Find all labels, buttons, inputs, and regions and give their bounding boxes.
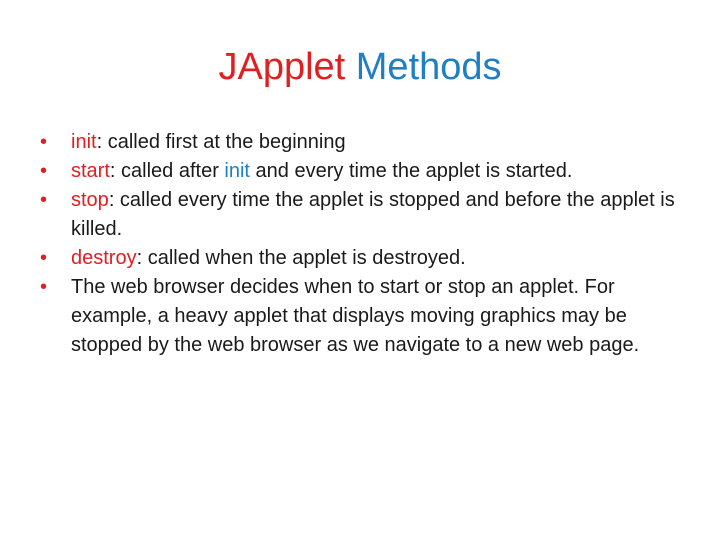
slide-title xyxy=(0,44,720,90)
method-keyword: start xyxy=(71,160,110,182)
bullet-dot-icon: • xyxy=(40,189,48,211)
title-word-methods: Methods xyxy=(355,46,502,88)
bullet-item xyxy=(40,157,690,186)
bullet-dot-icon: • xyxy=(40,276,48,298)
method-keyword: init xyxy=(224,160,250,182)
bullet-text: : called when the applet is destroyed. xyxy=(136,247,466,269)
bullet-item xyxy=(40,128,690,157)
bullet-item xyxy=(40,186,690,244)
bullet-item xyxy=(40,273,690,360)
bullet-text: : called after xyxy=(109,160,225,182)
bullet-list xyxy=(40,128,690,360)
bullet-dot-icon: • xyxy=(40,247,48,269)
bullet-dot-icon: • xyxy=(40,131,48,153)
bullet-dot-icon: • xyxy=(40,160,48,182)
bullet-text: : called first at the beginning xyxy=(96,131,346,153)
title-word-japplet: JApplet xyxy=(218,46,346,88)
method-keyword: destroy xyxy=(71,247,137,269)
bullet-item xyxy=(40,244,690,273)
method-keyword: stop xyxy=(71,189,109,211)
method-keyword: init xyxy=(71,131,97,153)
bullet-text: The web browser decides when to start or stop an applet. For example, a heavy applet that displays moving graphics may be stopped by the web browser as we navigate to a new web page. xyxy=(71,276,640,356)
bullet-text: and every time the applet is started. xyxy=(250,160,573,182)
bullet-text: : called every time the applet is stopped and before the applet is killed. xyxy=(71,189,675,240)
